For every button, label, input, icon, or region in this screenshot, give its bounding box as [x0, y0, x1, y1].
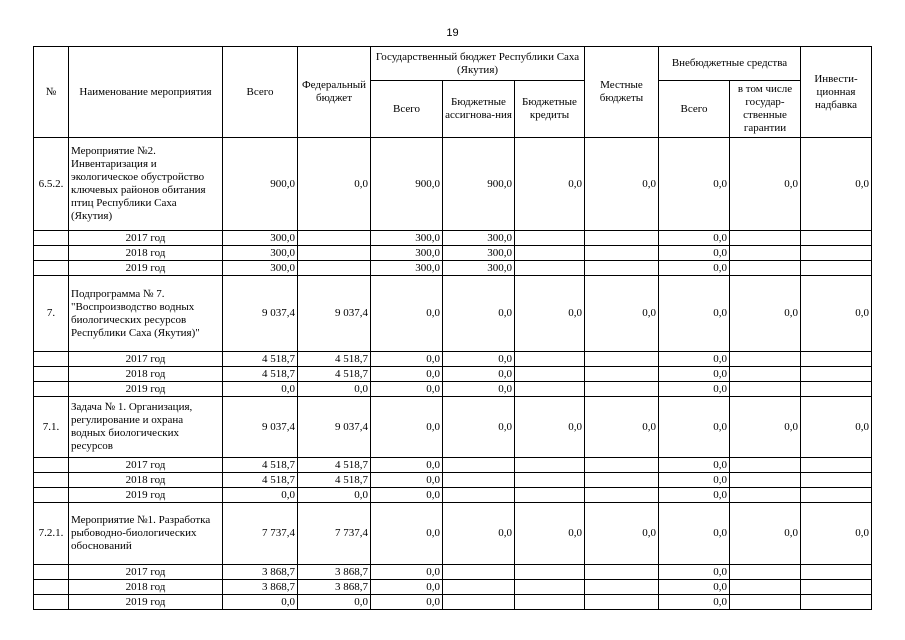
cell-invest	[801, 231, 872, 246]
cell-local	[585, 488, 659, 503]
cell-state-alloc: 0,0	[443, 382, 515, 397]
cell-invest	[801, 352, 872, 367]
cell-state-credits	[515, 231, 585, 246]
cell-extra-guarantees	[730, 488, 801, 503]
cell-extra-total: 0,0	[659, 397, 730, 458]
table-row	[34, 488, 872, 503]
header-federal: Федеральный бюджет	[298, 47, 371, 138]
cell-extra-guarantees	[730, 367, 801, 382]
cell-extra-total: 0,0	[659, 367, 730, 382]
cell-state-credits	[515, 473, 585, 488]
cell-federal: 4 518,7	[298, 352, 371, 367]
table-row	[34, 595, 872, 610]
cell-state-credits: 0,0	[515, 397, 585, 458]
cell-local	[585, 595, 659, 610]
row-number: 7.	[34, 276, 69, 352]
header-name: Наименование мероприятия	[69, 47, 223, 138]
cell-state-credits: 0,0	[515, 503, 585, 565]
cell-extra-guarantees	[730, 565, 801, 580]
cell-state-alloc	[443, 580, 515, 595]
row-year: 2019 год	[69, 488, 223, 503]
cell-local	[585, 473, 659, 488]
cell-state-credits	[515, 261, 585, 276]
row-name: Мероприятие №2. Инвентаризация и экологическое обустройство ключевых районов обитания птиц Республики Саха (Якутия)	[69, 138, 223, 231]
cell-local	[585, 580, 659, 595]
cell-federal: 4 518,7	[298, 473, 371, 488]
cell-federal	[298, 231, 371, 246]
header-state-budget: Государственный бюджет Республики Саха (Якутия)	[371, 47, 585, 81]
cell-invest	[801, 565, 872, 580]
cell-invest	[801, 261, 872, 276]
cell-state-total: 0,0	[371, 488, 443, 503]
cell-local	[585, 458, 659, 473]
row-year: 2019 год	[69, 595, 223, 610]
cell-federal: 4 518,7	[298, 367, 371, 382]
table-row	[34, 138, 872, 231]
cell-state-total: 300,0	[371, 261, 443, 276]
cell-total: 3 868,7	[223, 580, 298, 595]
row-number: 7.2.1.	[34, 503, 69, 565]
cell-state-credits	[515, 352, 585, 367]
cell-extra-guarantees: 0,0	[730, 503, 801, 565]
cell-local	[585, 367, 659, 382]
cell-state-credits: 0,0	[515, 276, 585, 352]
cell-extra-guarantees	[730, 382, 801, 397]
cell-extra-guarantees	[730, 352, 801, 367]
cell-local: 0,0	[585, 397, 659, 458]
table-body	[34, 138, 872, 610]
cell-state-alloc	[443, 473, 515, 488]
cell-state-credits	[515, 580, 585, 595]
table-row	[34, 276, 872, 352]
cell-total: 0,0	[223, 382, 298, 397]
cell-state-total: 300,0	[371, 231, 443, 246]
cell-state-alloc: 900,0	[443, 138, 515, 231]
cell-extra-total: 0,0	[659, 503, 730, 565]
row-name: Мероприятие №1. Разработка рыбоводно-биологических обоснований	[69, 503, 223, 565]
cell-state-alloc	[443, 565, 515, 580]
cell-state-total: 0,0	[371, 458, 443, 473]
table-row	[34, 473, 872, 488]
cell-local	[585, 231, 659, 246]
cell-state-credits	[515, 488, 585, 503]
row-name: Задача № 1. Организация, регулирование и охрана водных биологических ресурсов	[69, 397, 223, 458]
cell-federal: 3 868,7	[298, 580, 371, 595]
row-number: 6.5.2.	[34, 138, 69, 231]
cell-invest: 0,0	[801, 503, 872, 565]
row-year: 2019 год	[69, 382, 223, 397]
header-state-total: Всего	[371, 81, 443, 138]
cell-total: 4 518,7	[223, 458, 298, 473]
cell-state-alloc	[443, 595, 515, 610]
cell-invest	[801, 473, 872, 488]
row-number: 7.1.	[34, 397, 69, 458]
row-year: 2017 год	[69, 458, 223, 473]
cell-state-total: 0,0	[371, 382, 443, 397]
cell-state-credits	[515, 382, 585, 397]
cell-federal: 3 868,7	[298, 565, 371, 580]
cell-extra-guarantees	[730, 246, 801, 261]
cell-total: 4 518,7	[223, 352, 298, 367]
cell-state-alloc	[443, 488, 515, 503]
cell-local: 0,0	[585, 503, 659, 565]
cell-federal: 9 037,4	[298, 397, 371, 458]
header-state-alloc: Бюджетные ассигнова-ния	[443, 81, 515, 138]
header-extra-guarantees: в том числе государ-ственные гарантии	[730, 81, 801, 138]
cell-local	[585, 352, 659, 367]
cell-total: 0,0	[223, 595, 298, 610]
cell-invest: 0,0	[801, 138, 872, 231]
cell-state-credits	[515, 367, 585, 382]
cell-extra-guarantees	[730, 473, 801, 488]
table-row	[34, 458, 872, 473]
table-row	[34, 352, 872, 367]
page-number: 19	[446, 27, 459, 39]
cell-total: 900,0	[223, 138, 298, 231]
cell-state-credits: 0,0	[515, 138, 585, 231]
cell-extra-guarantees	[730, 458, 801, 473]
table-row	[34, 246, 872, 261]
cell-total: 9 037,4	[223, 276, 298, 352]
cell-invest	[801, 367, 872, 382]
cell-state-alloc: 0,0	[443, 352, 515, 367]
row-year: 2018 год	[69, 580, 223, 595]
row-year: 2018 год	[69, 367, 223, 382]
cell-federal	[298, 246, 371, 261]
cell-state-alloc: 0,0	[443, 397, 515, 458]
cell-state-total: 0,0	[371, 565, 443, 580]
cell-extra-guarantees: 0,0	[730, 397, 801, 458]
row-year: 2018 год	[69, 246, 223, 261]
cell-federal: 0,0	[298, 488, 371, 503]
cell-state-credits	[515, 595, 585, 610]
header-extra-total: Всего	[659, 81, 730, 138]
cell-state-total: 0,0	[371, 595, 443, 610]
cell-federal: 0,0	[298, 382, 371, 397]
cell-local	[585, 246, 659, 261]
table-row	[34, 580, 872, 595]
cell-state-alloc: 0,0	[443, 367, 515, 382]
cell-total: 0,0	[223, 488, 298, 503]
cell-state-total: 0,0	[371, 367, 443, 382]
cell-extra-total: 0,0	[659, 595, 730, 610]
cell-federal: 9 037,4	[298, 276, 371, 352]
cell-extra-guarantees	[730, 595, 801, 610]
cell-invest: 0,0	[801, 276, 872, 352]
cell-state-total: 0,0	[371, 473, 443, 488]
cell-extra-total: 0,0	[659, 261, 730, 276]
cell-extra-total: 0,0	[659, 488, 730, 503]
cell-state-alloc: 300,0	[443, 246, 515, 261]
cell-local	[585, 382, 659, 397]
header-no: №	[34, 47, 69, 138]
cell-state-total: 900,0	[371, 138, 443, 231]
cell-local	[585, 565, 659, 580]
header-local: Местные бюджеты	[585, 47, 659, 138]
cell-state-total: 0,0	[371, 397, 443, 458]
cell-state-total: 300,0	[371, 246, 443, 261]
cell-state-alloc: 0,0	[443, 276, 515, 352]
cell-extra-total: 0,0	[659, 231, 730, 246]
cell-extra-total: 0,0	[659, 276, 730, 352]
row-year: 2019 год	[69, 261, 223, 276]
cell-federal	[298, 261, 371, 276]
cell-federal: 4 518,7	[298, 458, 371, 473]
cell-state-total: 0,0	[371, 276, 443, 352]
cell-federal: 0,0	[298, 138, 371, 231]
cell-extra-total: 0,0	[659, 246, 730, 261]
cell-invest	[801, 580, 872, 595]
cell-state-alloc: 300,0	[443, 261, 515, 276]
table-row	[34, 503, 872, 565]
cell-extra-total: 0,0	[659, 138, 730, 231]
cell-state-credits	[515, 246, 585, 261]
cell-local	[585, 261, 659, 276]
header-total: Всего	[223, 47, 298, 138]
table-row	[34, 261, 872, 276]
header-invest: Инвести-ционная надбавка	[801, 47, 872, 138]
cell-extra-guarantees: 0,0	[730, 138, 801, 231]
cell-total: 9 037,4	[223, 397, 298, 458]
cell-extra-total: 0,0	[659, 458, 730, 473]
cell-state-total: 0,0	[371, 503, 443, 565]
cell-state-alloc: 0,0	[443, 503, 515, 565]
cell-state-alloc: 300,0	[443, 231, 515, 246]
cell-extra-guarantees	[730, 231, 801, 246]
cell-invest	[801, 458, 872, 473]
row-year: 2017 год	[69, 352, 223, 367]
row-year: 2018 год	[69, 473, 223, 488]
cell-invest	[801, 488, 872, 503]
cell-state-total: 0,0	[371, 352, 443, 367]
cell-federal: 0,0	[298, 595, 371, 610]
cell-local: 0,0	[585, 276, 659, 352]
cell-extra-guarantees: 0,0	[730, 276, 801, 352]
cell-invest	[801, 246, 872, 261]
cell-invest	[801, 595, 872, 610]
cell-total: 3 868,7	[223, 565, 298, 580]
budget-table	[33, 46, 872, 610]
cell-extra-total: 0,0	[659, 352, 730, 367]
cell-total: 300,0	[223, 246, 298, 261]
table-row	[34, 565, 872, 580]
cell-total: 7 737,4	[223, 503, 298, 565]
cell-extra-total: 0,0	[659, 565, 730, 580]
cell-federal: 7 737,4	[298, 503, 371, 565]
cell-local: 0,0	[585, 138, 659, 231]
cell-total: 4 518,7	[223, 367, 298, 382]
cell-extra-total: 0,0	[659, 473, 730, 488]
table-row	[34, 397, 872, 458]
cell-total: 300,0	[223, 231, 298, 246]
cell-extra-guarantees	[730, 580, 801, 595]
table-header	[34, 47, 872, 138]
cell-extra-total: 0,0	[659, 580, 730, 595]
cell-state-credits	[515, 458, 585, 473]
table-row	[34, 231, 872, 246]
table-row	[34, 382, 872, 397]
header-state-credits: Бюджетные кредиты	[515, 81, 585, 138]
cell-invest: 0,0	[801, 397, 872, 458]
cell-total: 4 518,7	[223, 473, 298, 488]
cell-state-alloc	[443, 458, 515, 473]
cell-invest	[801, 382, 872, 397]
cell-extra-total: 0,0	[659, 382, 730, 397]
cell-extra-guarantees	[730, 261, 801, 276]
cell-total: 300,0	[223, 261, 298, 276]
table-row	[34, 367, 872, 382]
row-year: 2017 год	[69, 231, 223, 246]
header-extrabudget: Внебюджетные средства	[659, 47, 801, 81]
cell-state-credits	[515, 565, 585, 580]
row-year: 2017 год	[69, 565, 223, 580]
row-name: Подпрограмма № 7. "Воспроизводство водных биологических ресурсов Республики Саха (Якутия)"	[69, 276, 223, 352]
cell-state-total: 0,0	[371, 580, 443, 595]
